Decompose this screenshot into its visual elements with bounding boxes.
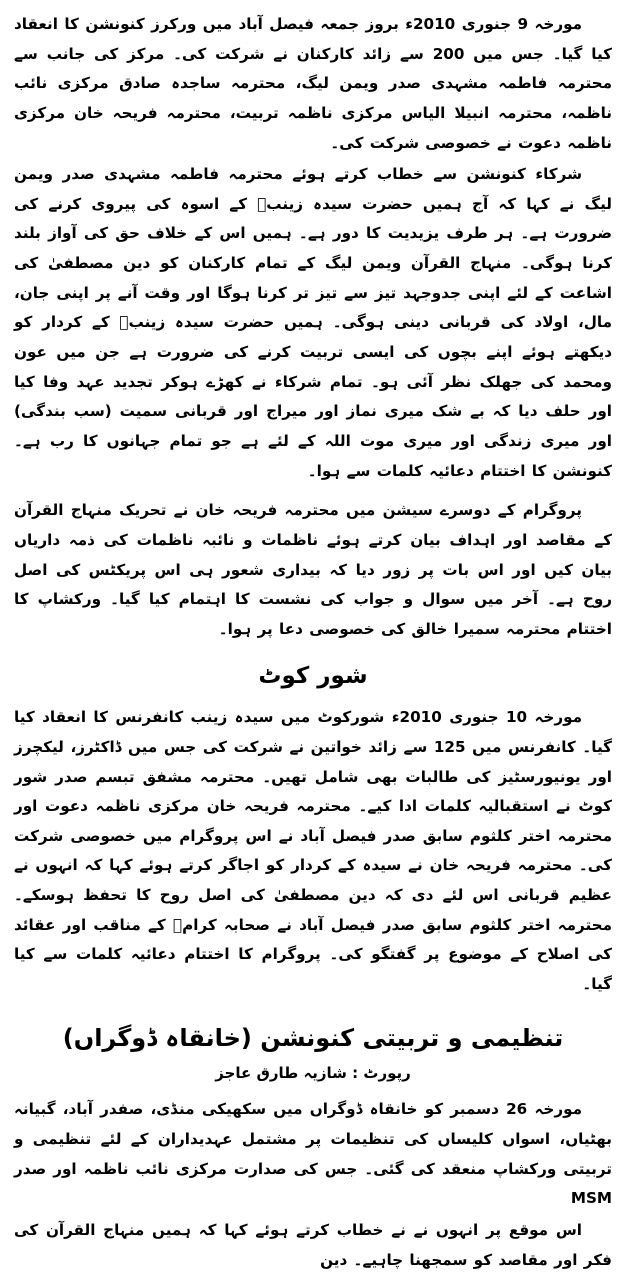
paragraph: مورخہ 26 دسمبر کو خانقاہ ڈوگراں میں سکھیکی منڈی، صفدر آباد، گبیانہ بھٹیاں، اسواں کلیساں کی تنظیمات پر مشتمل عہدیداران کے لئے تنظیمی و تربیتی ورکشاپ منعقد کی گئی۔ جس کی صدارت مرکزی نائب ناظمہ اور صدر MSM	[14, 1100, 612, 1208]
paragraph-spacer	[14, 488, 612, 496]
report-byline: رپورٹ : شازیہ طارق عاجز	[215, 1064, 411, 1083]
section-heading-khanqah-dogran: تنظیمی و تربیتی کنونشن (خانقاہ ڈوگراں)	[62, 1023, 564, 1052]
paragraph: شرکاء کنونشن سے خطاب کرتے ہوئے محترمہ فاطمہ مشہدی صدر ویمن لیگ نے کہا کہ آج ہمیں حضرت سیدہ زینبؓ کے اسوہ کی پیروی کرنے کی ضرورت ہے۔ ہر طرف یزیدیت کا دور ہے۔ ہمیں اس کے خلاف حق کی آواز بلند کرنا ہوگی۔ منہاج القرآن ویمن لیگ کے تمام کارکنان کو دین مصطفیٰ کی اشاعت کے لئے اپنی جدوجہد تیز سے تیز تر کرنا ہوگا اور وقت آنے پر اپنی جان، مال، اولاد کی قربانی دینی ہوگی۔ ہمیں حضرت سیدہ زینبؓ کے کردار کو دیکھتے ہوئے اپنے بچوں کی ایسی تربیت کرنے کی ضرورت ہے جن میں عون ومحمد کی جھلک نظر آئی ہو۔ تمام شرکاء نے کھڑے ہوکر تجدید عہد وفا کیا اور حلف دیا کہ بے شک میری نماز اور میراج اور قربانی سمیت (سب بندگی) اور میری زندگی اور میری موت اللہ کے لئے ہے جو تمام جہانوں کا رب ہے۔ کنونشن کا اختتام دعائیہ کلمات سے ہوا۔	[14, 165, 612, 480]
section-shorkot	[14, 658, 612, 999]
section-khanqah-dogran	[14, 1018, 612, 1276]
paragraph: اس موقع پر انہوں نے نے خطاب کرتے ہوئے کہا کہ ہمیں منہاج القرآن کی فکر اور مقاصد کو سمجھنا چاہیے۔ دین	[14, 1221, 612, 1269]
paragraph: پروگرام کے دوسرے سیشن میں محترمہ فریحہ خان نے تحریک منہاج القرآن کے مقاصد اور اہداف بیان کرتے ہوئے ناظمات و نائبہ ناظمات کی ذمہ داریاں بیان کیں اور اس بات پر زور دیا کہ بیداری شعور ہی اس پریکٹس کی اصل روح ہے۔ آخر میں سوال و جواب کی نشست کا اہتمام کیا گیا۔ ورکشاپ کا اختتام محترمہ سمیرا خالق کی خصوصی دعا پر ہوا۔	[14, 501, 612, 638]
paragraph: مورخہ 10 جنوری 2010ء شورکوٹ میں سیدہ زینب کانفرنس کا انعقاد کیا گیا۔ کانفرنس میں 125 سے زائد خواتین نے شرکت کی جس میں ڈاکٹرز، لیکچرز اور یونیورسٹیز کی طالبات بھی شامل تھیں۔ محترمہ مشفق تبسم صدر شور کوٹ نے استقبالیہ کلمات ادا کیے۔ محترمہ فریحہ خان مرکزی ناظمہ دعوت اور محترمہ اختر کلثوم سابق صدر فیصل آباد نے اس پروگرام میں خصوصی شرکت کی۔ محترمہ فریحہ خان نے سیدہ کے کردار کو اجاگر کرتے ہوئے کہا کہ انہوں نے عظیم قربانی اس لئے دی کہ دین مصطفیٰ کی اصل روح کا تحفظ ہوسکے۔ محترمہ اختر کلثوم سابق صدر فیصل آباد نے صحابہ کرامؓ کے مناقب اور عقائد کی اصلاح کے موضوع پر گفتگو کی۔ پروگرام کا اختتام دعائیہ کلمات سے کیا گیا۔	[14, 708, 612, 994]
section-heading-shorkot: شور کوٹ	[258, 663, 368, 690]
paragraph: مورخہ 9 جنوری 2010ء بروز جمعہ فیصل آباد میں ورکرز کنونشن کا انعقاد کیا گیا۔ جس میں 200 سے زائد کارکنان نے شرکت کی۔ مرکز کی جانب سے محترمہ فاطمہ مشہدی صدر ویمن لیگ، محترمہ ساجدہ صادق مرکزی نائب ناظمہ، محترمہ انبیلا الیاس مرکزی ناظمہ تربیت، محترمہ فریحہ خان مرکزی ناظمہ دعوت نے خصوصی شرکت کی۔	[14, 15, 612, 152]
section-faisalabad-convention	[14, 10, 612, 644]
